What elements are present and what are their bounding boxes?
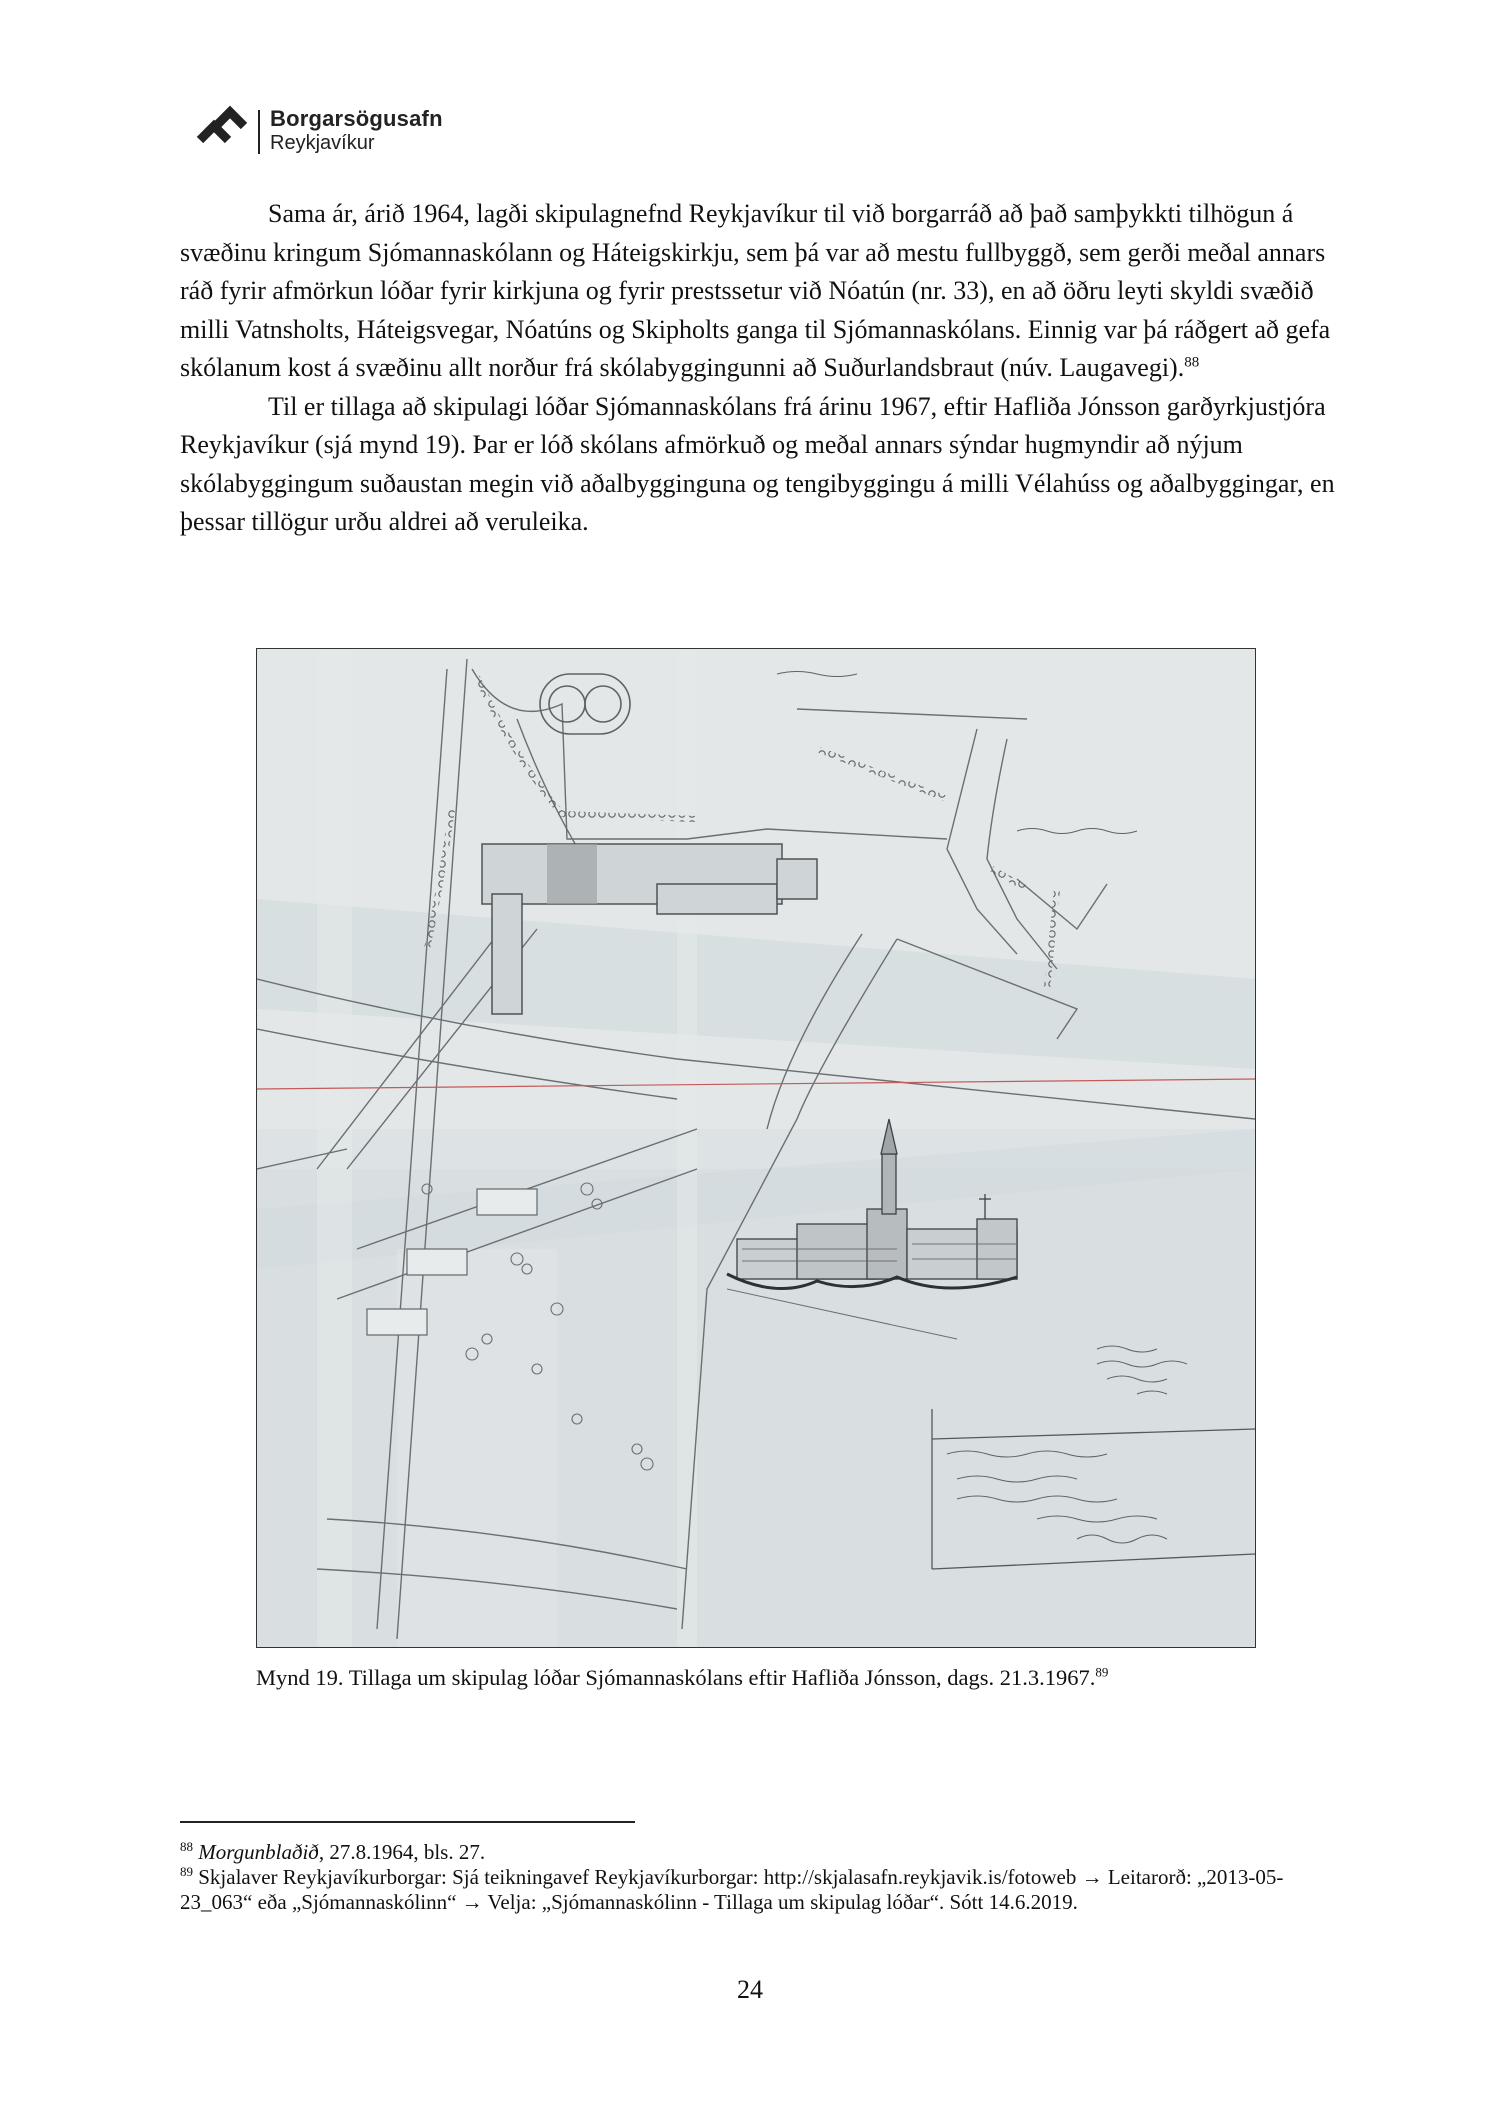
- borgarsogusafn-logo-icon: [192, 104, 252, 152]
- footnote-number: 89: [180, 1864, 193, 1879]
- footnotes: [180, 1840, 1340, 1915]
- footnote-ref-88[interactable]: 88: [1184, 354, 1200, 371]
- footnote-number: 88: [180, 1839, 193, 1854]
- paragraph-2-text: Til er tillaga að skipulagi lóðar Sjómannaskólans frá árinu 1967, eftir Hafliða Jónsson garðyrkjustjóra Reykjavíkur (sjá mynd 19). Þar er lóð skólans afmörkuð og meðal annars sýndar hugmyndir að nýjum skólabyggingum suðaustan megin við aðalbygginguna og tengibyggingu á milli Vélahúss og aðalbyggingar, en þessar tillögur urðu aldrei að veruleika.: [180, 391, 1335, 536]
- logo-divider: [258, 110, 260, 154]
- footnote-89: [180, 1865, 1340, 1915]
- footnote-text: , 27.8.1964, bls. 27.: [318, 1840, 486, 1864]
- footnote-divider: [180, 1821, 635, 1823]
- page-number: 24: [737, 1975, 763, 2004]
- site-plan-figure: [256, 648, 1256, 1648]
- footnote-ref-89[interactable]: 89: [1095, 1664, 1109, 1680]
- body-text: [180, 195, 1340, 542]
- caption-text: Mynd 19. Tillaga um skipulag lóðar Sjómannaskólans eftir Hafliða Jónsson, dags. 21.3.1967.: [256, 1665, 1096, 1690]
- footnote-source: Morgunblaðið: [198, 1840, 319, 1864]
- site-plan-drawing: [257, 649, 1255, 1647]
- figure-caption: [256, 1665, 1108, 1691]
- logo-subtitle: Reykjavíkur: [270, 132, 375, 154]
- header-logo: [192, 104, 492, 160]
- paragraph-2: [180, 388, 1340, 542]
- paragraph-1: [180, 195, 1340, 388]
- footnote-88: [180, 1840, 1340, 1865]
- paragraph-1-text: Sama ár, árið 1964, lagði skipulagnefnd Reykjavíkur til við borgarráð að það samþykkti tilhögun á svæðinu kringum Sjómannaskólann og Háteigskirkju, sem þá var að mestu fullbyggð, sem gerði meðal annars ráð fyrir afmörkun lóðar fyrir kirkjuna og fyrir prestssetur við Nóatún (nr. 33), en að öðru leyti skyldi svæðið milli Vatnsholts, Háteigsvegar, Nóatúns og Skipholts ganga til Sjómannaskólans. Einnig var þá ráðgert að gefa skólanum kost á svæðinu allt norður frá skólabyggingunni að Suðurlandsbraut (núv. Laugavegi).: [180, 199, 1331, 382]
- logo-name: Borgarsögusafn: [270, 106, 443, 131]
- footnote-text: Skjalaver Reykjavíkurborgar: Sjá teikningavef Reykjavíkurborgar: http://skjalasafn.reykjavik.is/fotoweb → Leitarorð: „2013-05-23_063“ eða „Sjómannaskólinn“ → Velja: „Sjómannaskólinn - Tillaga um skipulag lóðar“. Sótt 14.6.2019.: [180, 1865, 1284, 1914]
